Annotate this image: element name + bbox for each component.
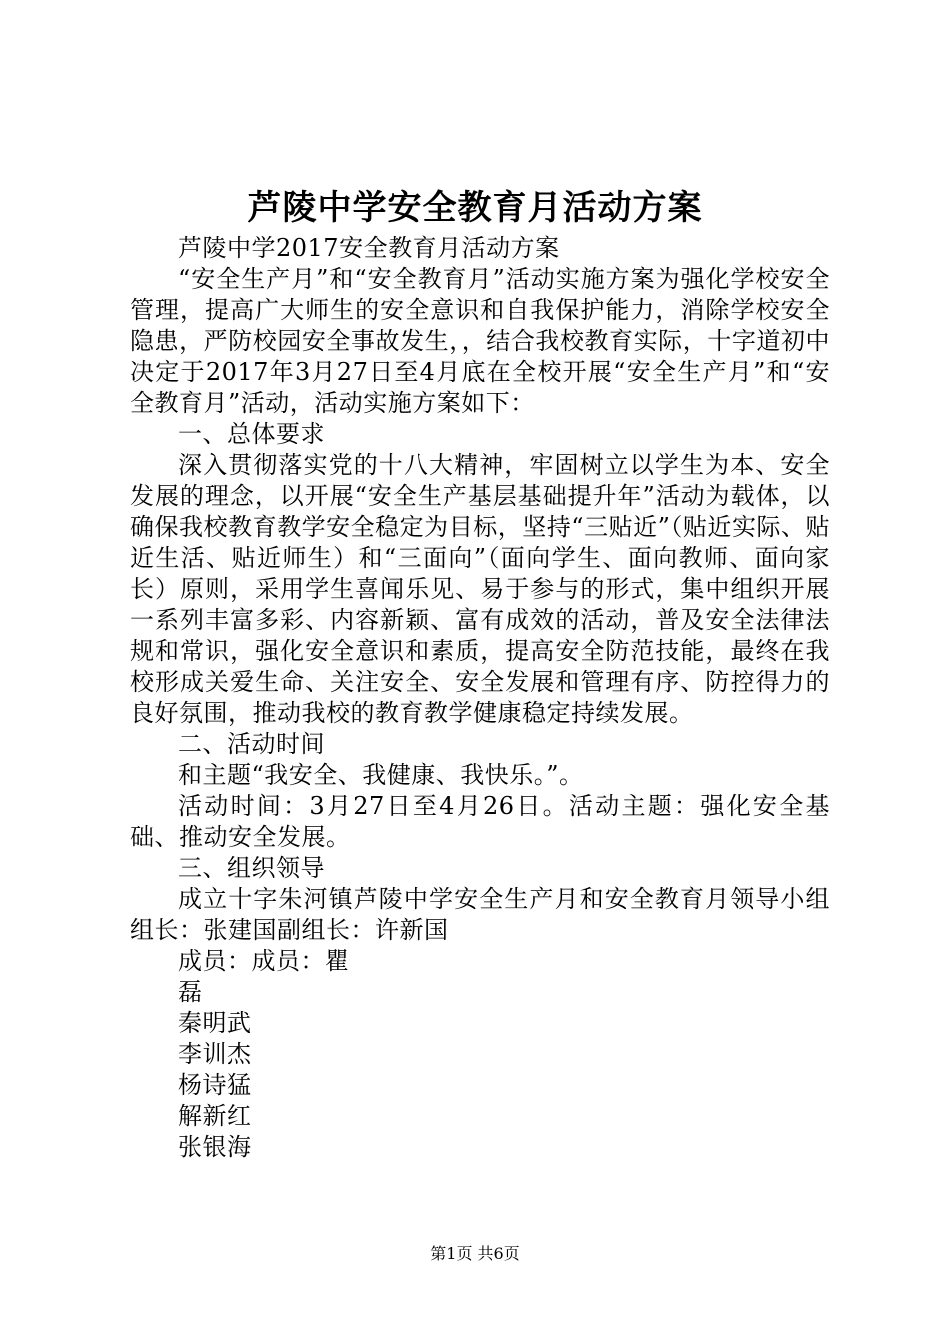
activity-time-paragraph: 活动时间：3月27日至4月26日。活动主题：强化安全基础、推动安全发展。 xyxy=(130,792,830,851)
member-name: 秦明武 xyxy=(178,1009,252,1037)
member-name: 李训杰 xyxy=(178,1040,252,1068)
section-heading-general-requirements: 一、总体要求 xyxy=(178,420,325,448)
activity-theme-line: 和主题“我安全、我健康、我快乐。”。 xyxy=(178,761,584,789)
section-heading-activity-time: 二、活动时间 xyxy=(178,730,325,758)
document-subtitle: 芦陵中学2017安全教育月活动方案 xyxy=(178,234,560,262)
page-footer: 第1页 共6页 xyxy=(430,1244,520,1263)
document-title: 芦陵中学安全教育月活动方案 xyxy=(247,188,703,228)
organization-paragraph: 成立十字朱河镇芦陵中学安全生产月和安全教育月领导小组组长：张建国副组长：许新国 xyxy=(130,885,830,944)
member-name: 磊 xyxy=(178,978,203,1006)
members-label: 成员：成员：瞿 xyxy=(178,947,350,975)
member-name: 解新红 xyxy=(178,1102,252,1130)
member-name: 杨诗猛 xyxy=(178,1071,252,1099)
general-requirements-paragraph: 深入贯彻落实党的十八大精神，牢固树立以学生为本、安全发展的理念，以开展“安全生产基层基础提升年”活动为载体，以确保我校教育教学安全稳定为目标，坚持“三贴近”（贴近实际、贴近生活、贴近师生）和“三面向”（面向学生、面向教师、面向家长）原则，采用学生喜闻乐见、易于参与的形式，集中组织开展一系列丰富多彩、内容新颖、富有成效的活动，普及安全法律法规和常识，强化安全意识和素质，提高安全防范技能，最终在我校形成关爱生命、关注安全、安全发展和管理有序、防控得力的良好氛围，推动我校的教育教学健康稳定持续发展。 xyxy=(130,451,830,727)
member-name: 张银海 xyxy=(178,1133,252,1161)
document-body xyxy=(130,233,830,1163)
section-heading-organization: 三、组织领导 xyxy=(178,854,325,882)
intro-paragraph: “安全生产月”和“安全教育月”活动实施方案为强化学校安全管理，提高广大师生的安全意识和自我保护能力，消除学校安全隐患，严防校园安全事故发生，，结合我校教育实际，十字道初中决定于2017年3月27日至4月底在全校开展“安全生产月”和“安全教育月”活动，活动实施方案如下： xyxy=(130,265,830,417)
